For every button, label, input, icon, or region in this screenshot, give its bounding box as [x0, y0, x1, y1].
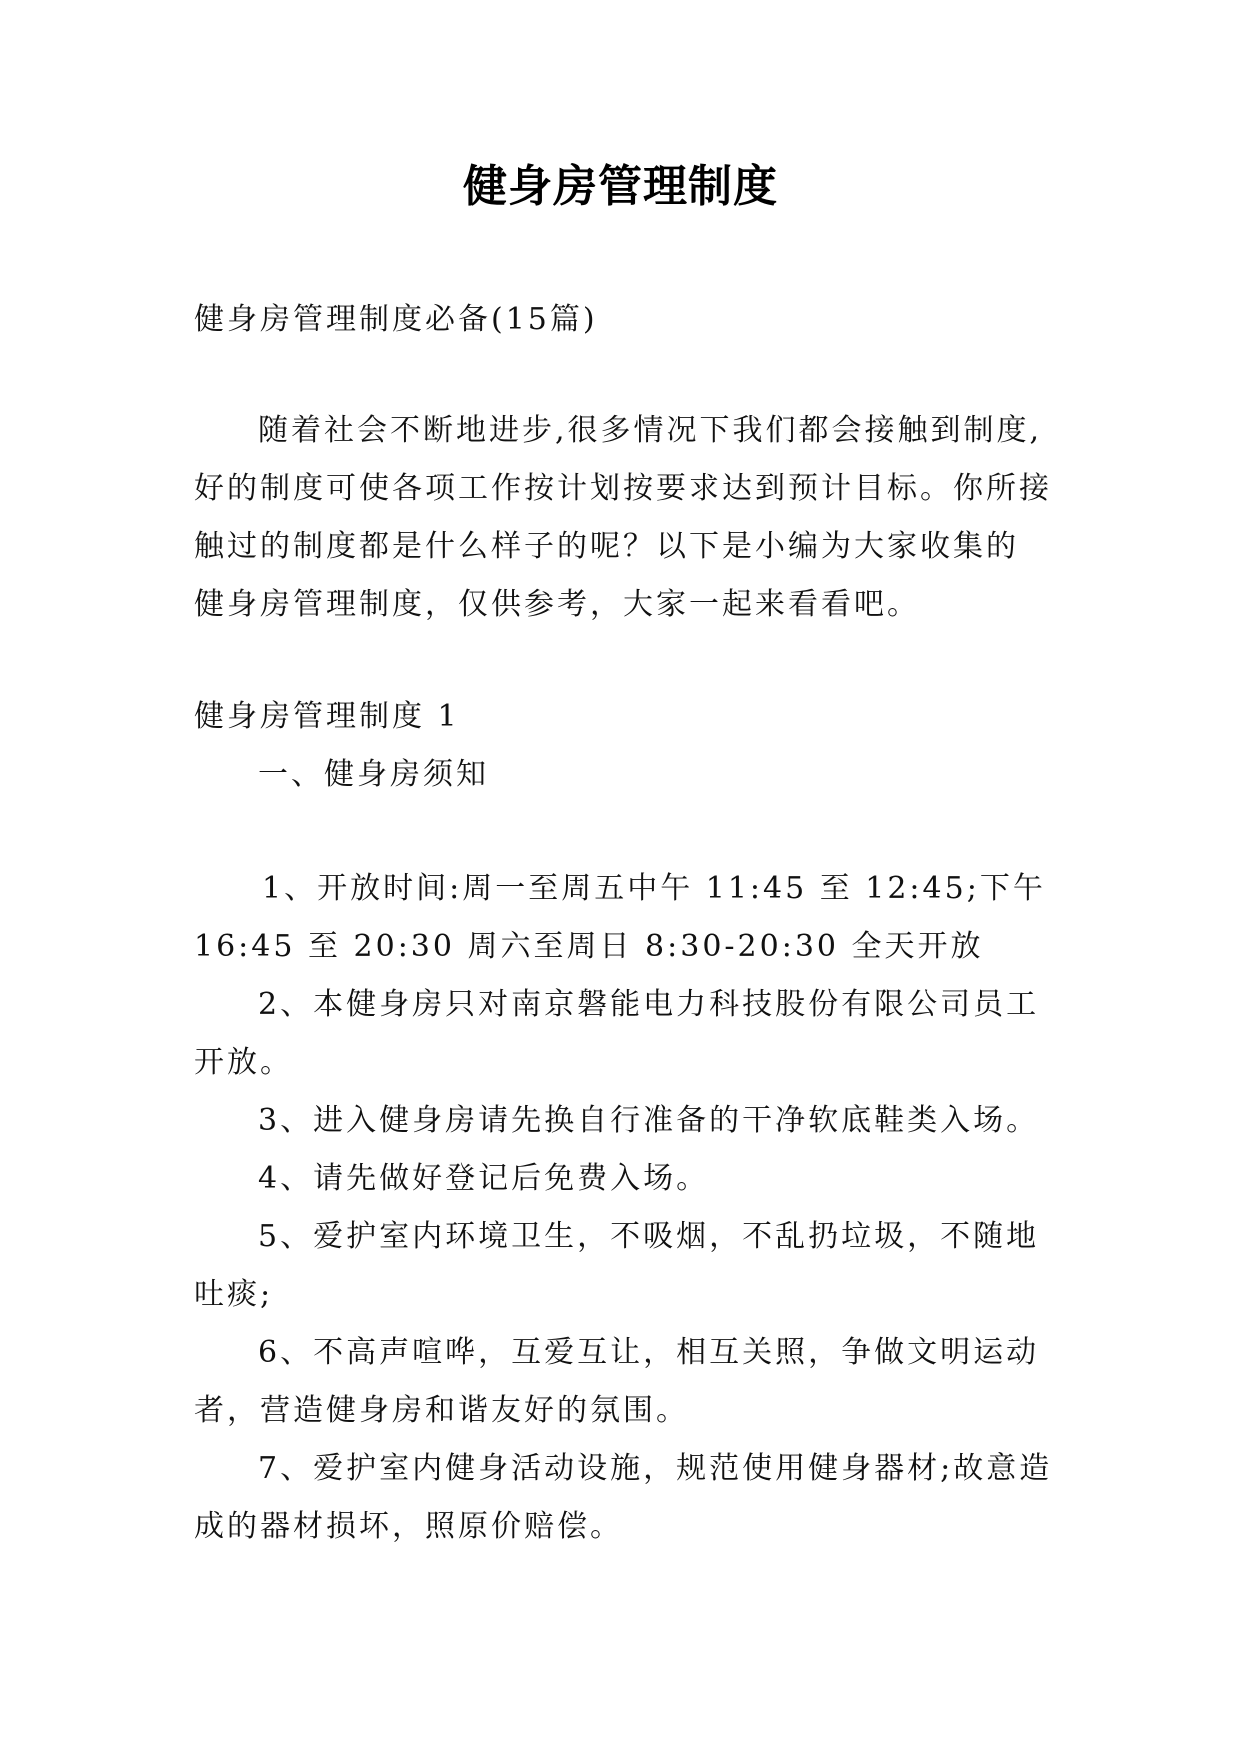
item-1-line-1: 1、开放时间:周一至周五中午 11:45 至 12:45;下午	[262, 871, 1046, 906]
item-2-line-1: 2、本健身房只对南京磐能电力科技股份有限公司员工	[258, 987, 1040, 1022]
intro-line-3: 触过的制度都是什么样子的呢？以下是小编为大家收集的	[194, 529, 1019, 564]
item-4-line-1: 4、请先做好登记后免费入场。	[258, 1161, 710, 1196]
item-2-line-2: 开放。	[194, 1045, 293, 1080]
item-3-line-1: 3、进入健身房请先换自行准备的干净软底鞋类入场。	[258, 1103, 1040, 1138]
document-subtitle: 健身房管理制度必备(15篇)	[194, 302, 598, 337]
section-heading: 健身房管理制度 1	[194, 699, 460, 734]
document-title: 健身房管理制度	[463, 161, 778, 212]
intro-line-4: 健身房管理制度，仅供参考，大家一起来看看吧。	[194, 587, 920, 622]
sub-heading: 一、健身房须知	[258, 757, 489, 792]
item-7-line-1: 7、爱护室内健身活动设施，规范使用健身器材;故意造	[258, 1451, 1053, 1486]
item-5-line-2: 吐痰;	[194, 1277, 274, 1312]
item-6-line-2: 者，营造健身房和谐友好的氛围。	[194, 1393, 689, 1428]
intro-line-1: 随着社会不断地进步,很多情况下我们都会接触到制度,	[258, 413, 1043, 448]
item-5-line-1: 5、爱护室内环境卫生，不吸烟，不乱扔垃圾，不随地	[258, 1219, 1040, 1254]
item-6-line-1: 6、不高声喧哗，互爱互让，相互关照，争做文明运动	[258, 1335, 1040, 1370]
item-7-line-2: 成的器材损坏，照原价赔偿。	[194, 1509, 623, 1544]
intro-line-2: 好的制度可使各项工作按计划按要求达到预计目标。你所接	[194, 471, 1052, 506]
item-1-line-2: 16:45 至 20:30 周六至周日 8:30-20:30 全天开放	[194, 929, 984, 964]
